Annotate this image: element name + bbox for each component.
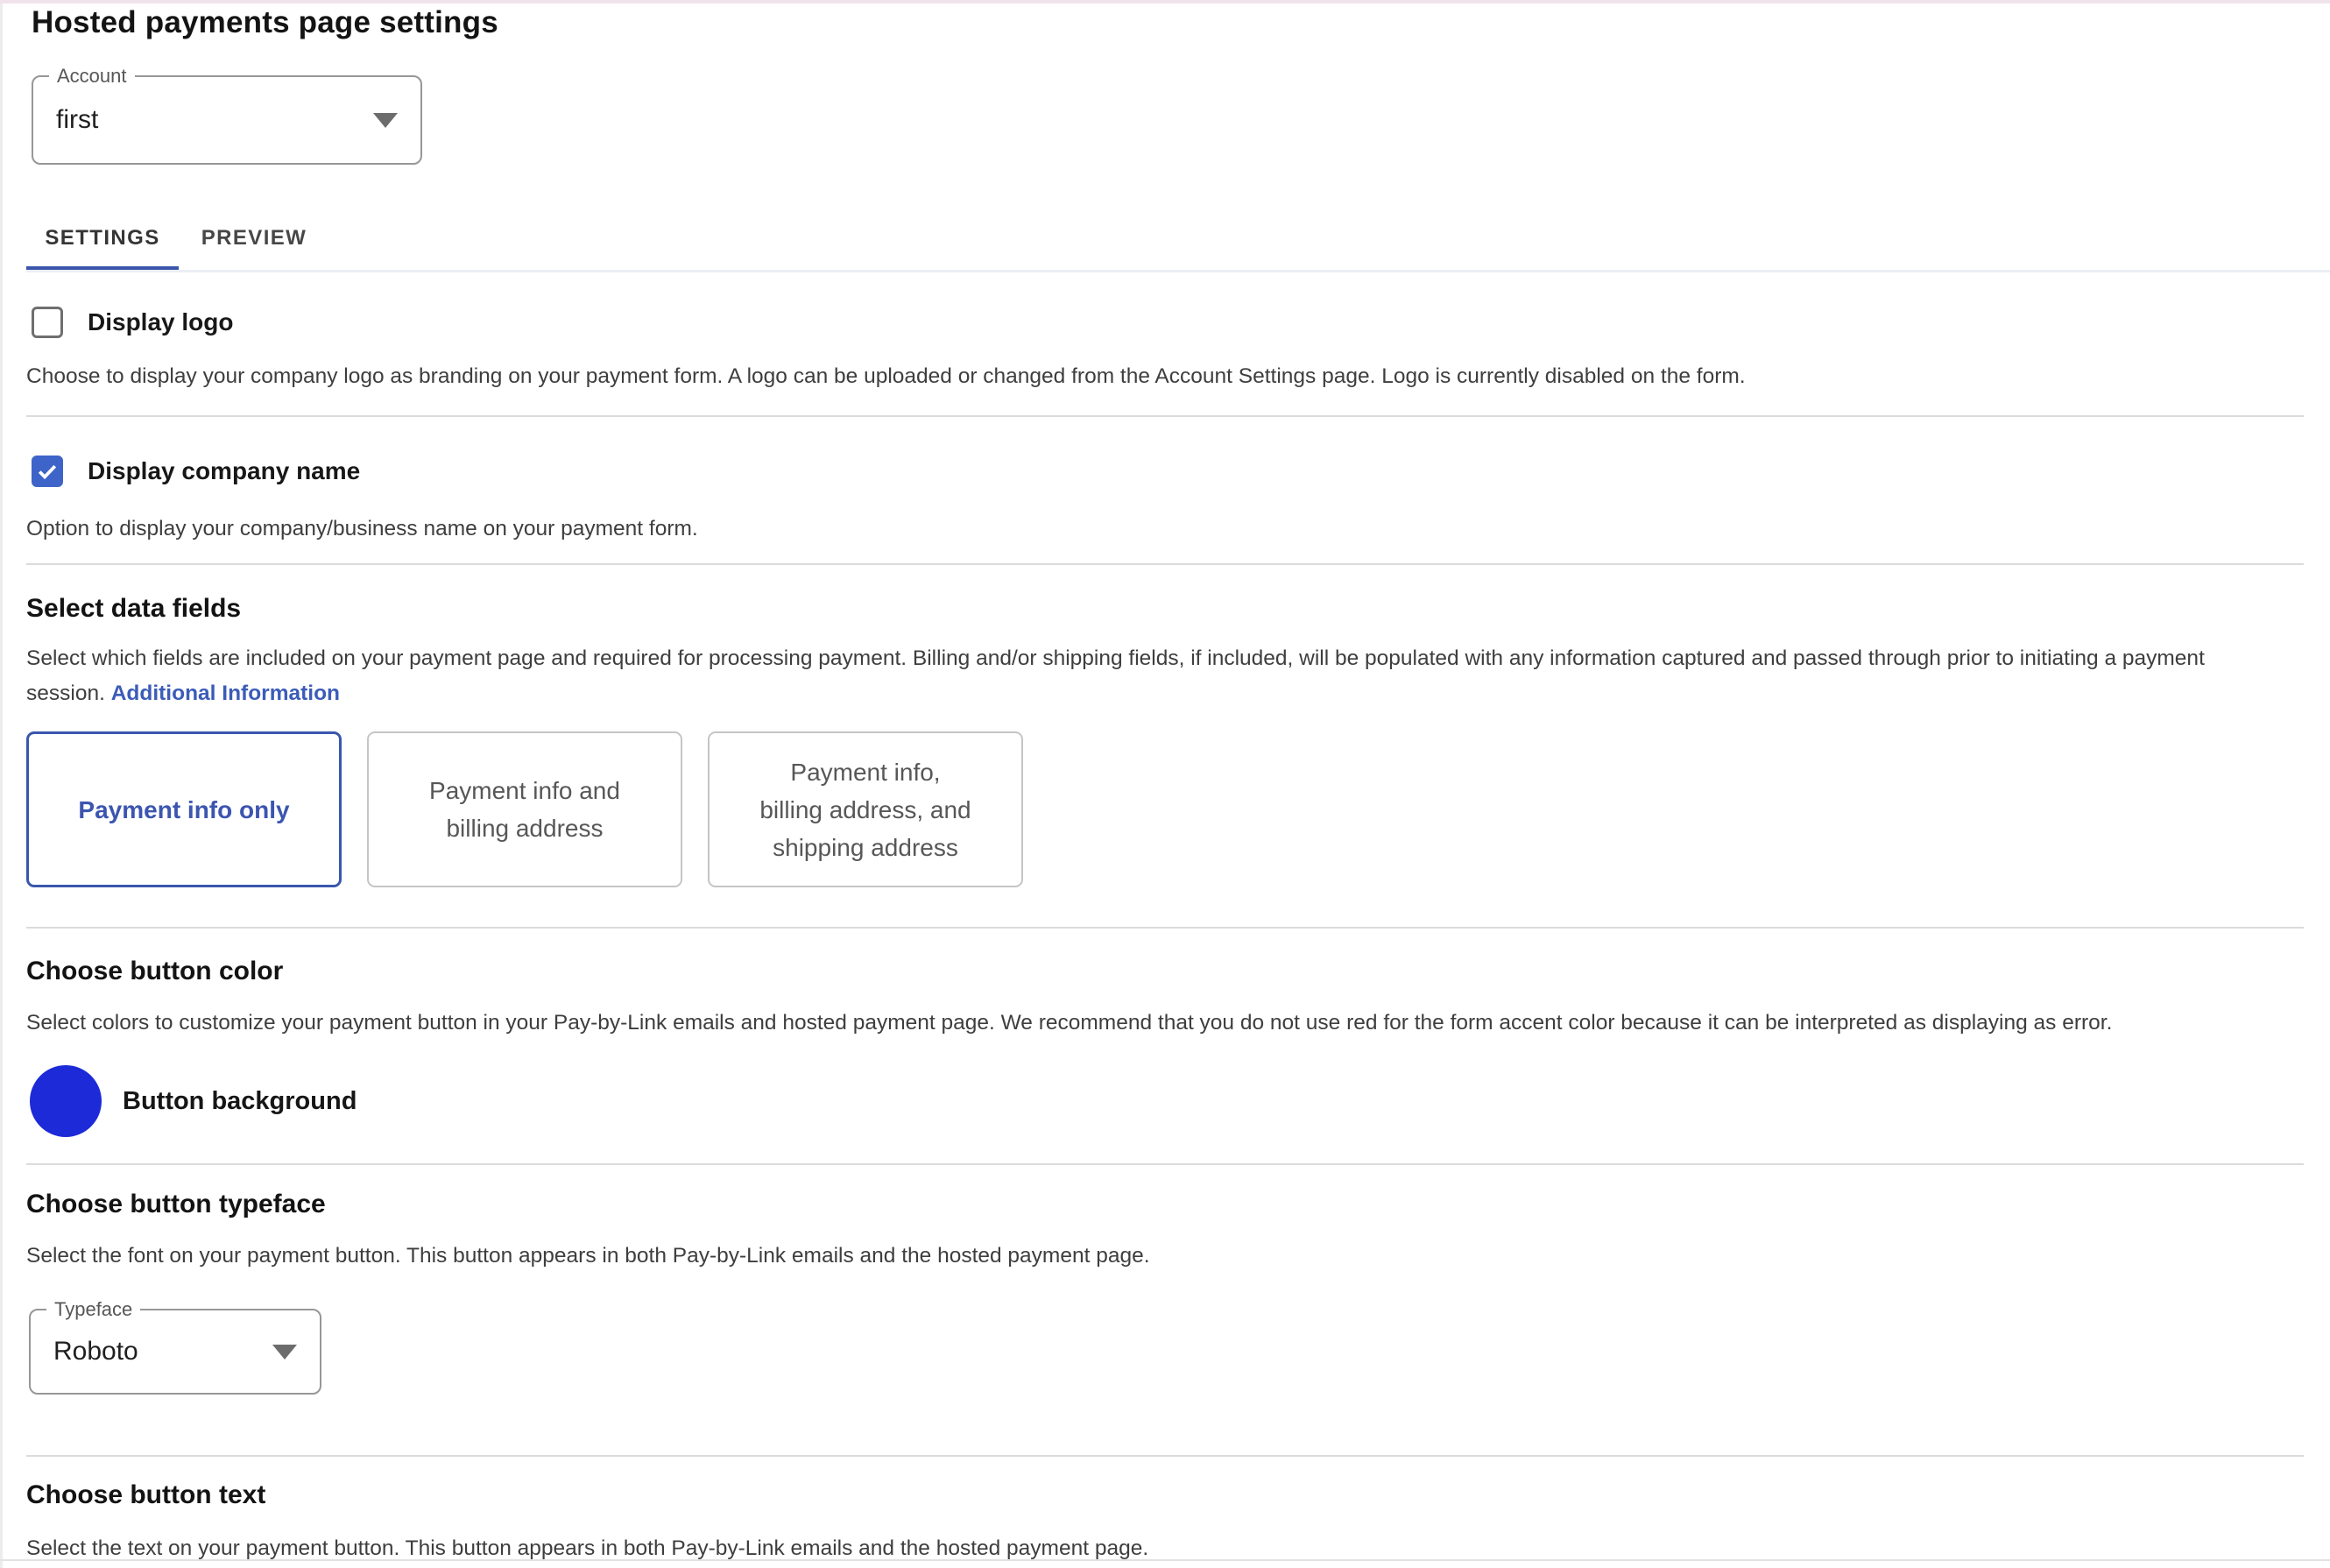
choose-button-text-description: Select the text on your payment button. This button appears in both Pay-by-Link emails and the hosted payment page.: [26, 1536, 1149, 1560]
select-data-fields-heading: Select data fields: [26, 594, 242, 623]
typeface-select-value: Roboto: [53, 1337, 138, 1366]
checkmark-icon: [35, 459, 60, 484]
display-logo-description: Choose to display your company logo as branding on your payment form. A logo can be uploaded or changed from the Account Settings page. Logo is currently disabled on the form.: [26, 364, 1746, 388]
display-logo-label: Display logo: [88, 308, 234, 335]
option-payment-info-only[interactable]: [26, 731, 342, 887]
divider: [26, 1455, 2304, 1457]
divider: [26, 563, 2304, 565]
option-label: Payment info, billing address, and shipping address: [759, 758, 971, 861]
button-background-row: [30, 1065, 357, 1137]
display-logo-checkbox[interactable]: [32, 307, 63, 338]
account-select-value: first: [56, 105, 99, 134]
typeface-select-label: Typeface: [46, 1298, 140, 1321]
choose-button-text-heading: Choose button text: [26, 1480, 266, 1509]
data-field-options: [26, 731, 1023, 887]
display-company-name-checkbox[interactable]: [32, 456, 63, 487]
divider: [0, 1559, 2330, 1561]
page-title: Hosted payments page settings: [32, 5, 498, 39]
chevron-down-icon: [272, 1345, 297, 1360]
divider: [26, 415, 2304, 417]
account-select-label: Account: [49, 65, 135, 88]
display-company-name-row[interactable]: [32, 456, 360, 487]
left-edge-strip: [0, 4, 3, 1568]
tab-preview[interactable]: PREVIEW: [201, 226, 307, 250]
top-edge-strip: [0, 0, 2330, 4]
option-label: Payment info only: [78, 795, 290, 823]
display-company-name-label: Display company name: [88, 457, 361, 484]
divider: [26, 927, 2304, 929]
display-company-name-description: Option to display your company/business name on your payment form.: [26, 517, 698, 540]
option-payment-info-billing-shipping[interactable]: [708, 731, 1023, 887]
typeface-select[interactable]: [29, 1298, 321, 1395]
additional-information-link[interactable]: Additional Information: [110, 682, 341, 705]
tab-settings[interactable]: SETTINGS: [45, 226, 160, 250]
choose-button-typeface-description: Select the font on your payment button. This button appears in both Pay-by-Link emails and the hosted payment page.: [26, 1244, 1150, 1268]
tab-bar: [26, 205, 377, 272]
button-background-label: Button background: [123, 1086, 357, 1115]
divider: [26, 1163, 2304, 1165]
select-data-fields-description: [26, 641, 2247, 711]
choose-button-color-description: Select colors to customize your payment button in your Pay-by-Link emails and hosted payment page. We recommend that you do not use red for the form accent color because it can be interpreted as displaying as error.: [26, 1011, 2113, 1035]
option-payment-info-billing[interactable]: [367, 731, 682, 887]
select-data-fields-description-text: Select which fields are included on your payment page and required for processing payment. Billing and/or shipping fields, if included, will be populated with any information captured and passed through prior to initiating a payment session.: [26, 646, 2205, 705]
account-select[interactable]: [32, 65, 422, 165]
tab-bar-baseline: [26, 270, 2330, 272]
option-label: Payment info and billing address: [429, 777, 620, 842]
button-background-color-swatch[interactable]: [30, 1065, 102, 1137]
display-logo-row[interactable]: [32, 307, 233, 338]
choose-button-color-heading: Choose button color: [26, 957, 284, 985]
chevron-down-icon: [373, 113, 398, 128]
choose-button-typeface-heading: Choose button typeface: [26, 1190, 326, 1218]
